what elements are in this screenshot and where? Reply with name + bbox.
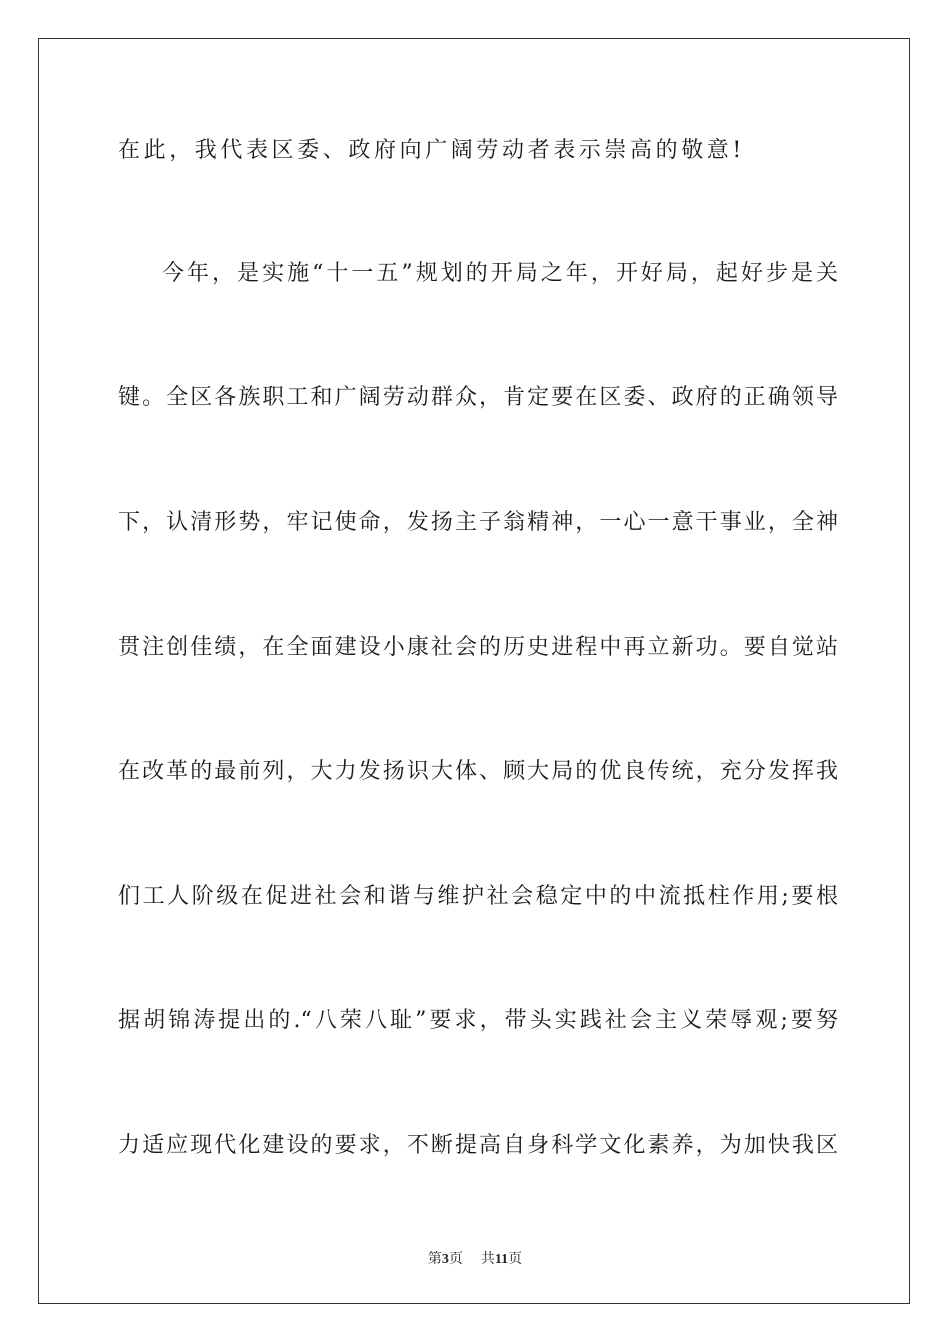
footer-page-number: 3 <box>441 1252 449 1267</box>
body-line-5: 贯注创佳绩，在全面建设小康社会的历史进程中再立新功。要自觉站 <box>118 635 838 660</box>
body-line-3: 键。全区各族职工和广阔劳动群众，肯定要在区委、政府的正确领导 <box>118 385 838 410</box>
footer-page-suffix: 页 <box>448 1252 463 1267</box>
body-line-8: 据胡锦涛提出的.“八荣八耻”要求，带头实践社会主义荣辱观;要努 <box>118 1008 838 1033</box>
body-line-4: 下，认清形势，牢记使命，发扬主子翁精神，一心一意干事业，全神 <box>118 510 838 535</box>
page-footer <box>0 1248 950 1268</box>
body-line-7: 们工人阶级在促进社会和谐与维护社会稳定中的中流抵柱作用;要根 <box>118 884 838 909</box>
body-line-1: 在此，我代表区委、政府向广阔劳动者表示崇高的敬意! <box>118 138 745 163</box>
footer-total-prefix: 共 <box>480 1252 495 1267</box>
footer-page-prefix: 第 <box>427 1252 442 1267</box>
body-line-6: 在改革的最前列，大力发扬识大体、顾大局的优良传统，充分发挥我 <box>118 759 838 784</box>
body-line-9: 力适应现代化建设的要求，不断提高自身科学文化素养，为加快我区 <box>118 1133 838 1158</box>
body-line-2: 今年，是实施“十一五”规划的开局之年，开好局，起好步是关 <box>162 261 838 286</box>
page-border <box>38 38 910 1304</box>
footer-total-number: 11 <box>494 1252 509 1267</box>
footer-total-suffix: 页 <box>508 1252 523 1267</box>
